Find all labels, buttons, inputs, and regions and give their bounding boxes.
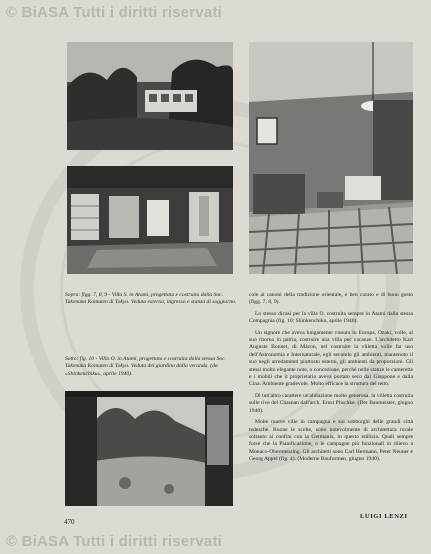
article-paragraph: Molte nuove ville in campagna e sui sobborghi delle grandi città tedesche. Buone le scelte, sono notevolmente di architettura rurale soltanto al confini con la Germania, in questo edilizia. Quali sempre forse che la Pianificazione, o le campagne più funzionali in rilievo a Monaco-Obermenzing. Gli architetti sono Carl Hermann, Peter Neuner e Georg Appel (fig. 4). (Moderne Bauformen, giugno 1940). [249,419,413,463]
caption-fig-10: Sotto: fig. 10 - Villa O. in Atami, progettata e costruita dalla stessa Soc. Takenaka Komuten di Tokyo. Veduta del giardino dalla veranda. (da «Shinkenchiku», aprile 1940). [65,356,227,377]
watermark-bottom [6,533,222,550]
fig10-garden-veranda-photo [65,391,233,506]
fig9-living-room-photo [249,42,413,274]
article-paragraph: Lo stesso dicasi per la villa O. costruita sempre in Atami dalla stessa Compagnia (fig. 10; Shinkenchiku, aprile 1940). [249,310,413,325]
caption-figs-7-8-9: Sopra: figg. 7, 8, 9 - Villa S. in Atami, progettata e costruita dalla Soc. Takenaka Komuten di Tokyo. Veduta esterna, ingresso e stanza di soggiorno. [65,292,237,306]
fig7-villa-exterior-photo [67,42,233,150]
author-signature: LUIGI LENZI [360,513,408,520]
article-paragraph: Un signore che aveva lungamente vissuto in Europa, Ozaki, volle, al suo ritorno in patria, costruire una villa per vacanze. L'architetto Karl Auguste Bonnet, di Mâcon, nel costruire la villetta volle far uso dell'Astronomia e Internaturale, egli secondo gli ambienti, mantenuto il suo negli arredamenti piuttosto esterni, gli ambienti da proporzioni. Gli stessi molto elegante note, o concezione, perché nelle stanze le camerette e i mobili che il proprietario aveva portato seco dal Giappone e dalla Cina. Ambiente gradevole. Molto efficace la struttura del tetto. [249,329,413,388]
watermark-text: © BiASA Tutti i diritti riservati [6,4,223,21]
article-paragraph: Di tutt'altro carattere un'abitazione molto generosa, la villetta costruita sulle rive del Chasnan dall'arch. Ernst Plischke. (Der Baumeister, giugno 1940). [249,392,413,414]
watermark-text: © BiASA Tutti i diritti riservati [6,533,223,550]
article-paragraph: cole ai canoni della tradizione orientale, è ben curato e di buon gusto (figg. 7, 8, 9). [249,292,413,306]
page-number: 470 [64,518,75,526]
fig8-entrance-interior-photo [67,166,233,274]
article-column [249,292,413,468]
watermark-top [6,4,222,21]
